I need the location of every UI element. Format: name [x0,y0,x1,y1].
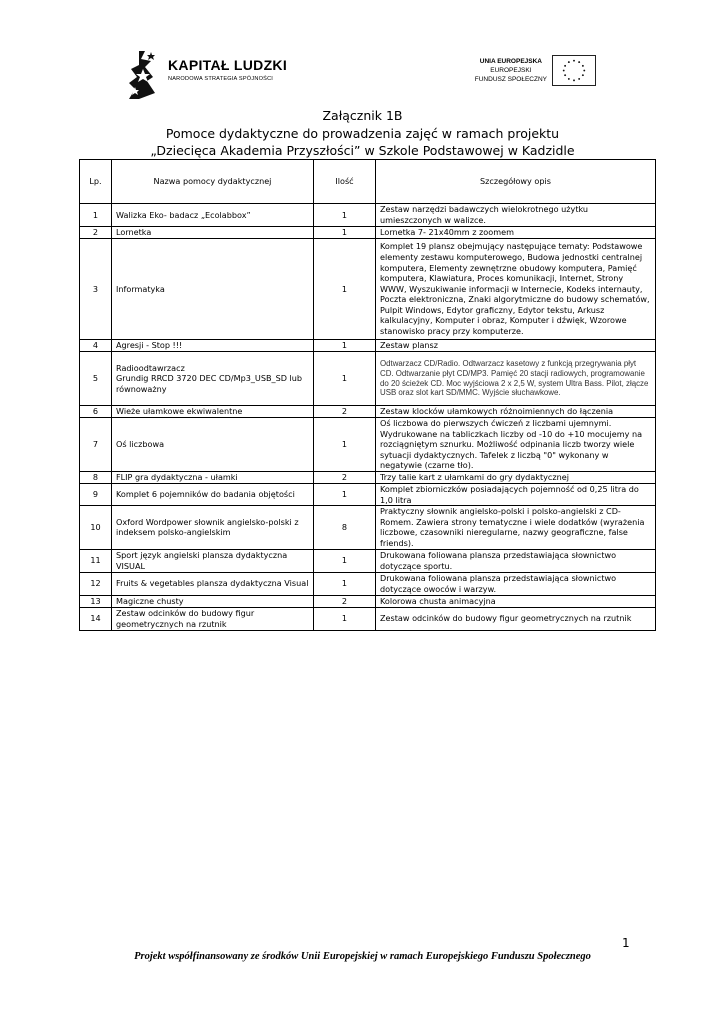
table-row [80,506,656,549]
cell-name: Komplet 6 pojemników do badania objętości [112,483,314,505]
page-number: 1 [622,936,630,950]
cell-lp: 14 [80,607,112,630]
cell-qty: 2 [314,471,376,483]
cell-desc: Oś liczbowa do pierwszych ćwiczeń z liczbami ujemnymi. Wydrukowane na tabliczkach liczby od -10 do +10 mocujemy na rozciągniętym sznurku. Możliwość odpinania liczb tworzy wiele sytuacji dydaktycznych. Tafelek z liczbą "0" wykonany w negatywie (czarne tło). [376,418,656,472]
table-row [80,239,656,340]
cell-desc: Odtwarzacz CD/Radio. Odtwarzacz kasetowy z funkcją przegrywania płyt CD. Odtwarzanie płyt CD/MP3. Pamięć 20 stacji radiowych, programowanie do 20 ścieżek CD. Moc wyjściowa 2 x 2,5 W, system Ultra Bass. Pilot, złącze USB oraz slot kart SD/MMC. Wyjście słuchawkowe. [376,352,656,406]
cell-lp: 1 [80,204,112,227]
cell-desc: Komplet zbiorniczków posiadających pojemność od 0,25 litra do 1,0 litra [376,483,656,505]
kapital-ludzki-emblem-icon [127,49,163,101]
kapital-ludzki-logo [127,49,287,101]
cell-lp: 4 [80,340,112,352]
document-subtitle-2: „Dziecięca Akademia Przyszłości” w Szkole Podstawowej w Kadzidle [150,143,575,158]
document-title: Załącznik 1B [322,108,403,123]
eu-flag-icon [552,55,596,86]
table-row [80,406,656,418]
cell-desc: Trzy talie kart z ułamkami do gry dydaktycznej [376,471,656,483]
cell-name: Wieże ułamkowe ekwiwalentne [112,406,314,418]
cell-qty: 1 [314,239,376,340]
eu-logo-line1: UNIA EUROPEJSKA [479,58,542,65]
footer-cofinancing-note: Projekt współfinansowany ze środków Unii Europejskiej w ramach Europejskiego Funduszu Społecznego [134,951,591,962]
cell-qty: 1 [314,340,376,352]
cell-lp: 9 [80,483,112,505]
cell-lp: 5 [80,352,112,406]
cell-lp: 12 [80,572,112,595]
table-row [80,204,656,227]
cell-lp: 6 [80,406,112,418]
cell-lp: 7 [80,418,112,472]
cell-qty: 2 [314,406,376,418]
cell-desc: Kolorowa chusta animacyjna [376,595,656,607]
cell-lp: 11 [80,549,112,572]
eu-logo [463,53,600,89]
cell-name: Sport język angielski plansza dydaktyczna VISUAL [112,549,314,572]
cell-desc: Zestaw odcinków do budowy figur geometrycznych na rzutnik [376,607,656,630]
header-desc: Szczegółowy opis [376,160,656,204]
document-subtitle-1: Pomoce dydaktyczne do prowadzenia zajęć w ramach projektu [165,126,560,141]
cell-lp: 3 [80,239,112,340]
cell-lp: 10 [80,506,112,549]
eu-logo-line3: FUNDUSZ SPOŁECZNY [474,76,547,83]
header-qty: Ilość [314,160,376,204]
cell-desc: Drukowana foliowana plansza przedstawiająca słownictwo dotyczące owoców i warzyw. [376,572,656,595]
cell-lp: 13 [80,595,112,607]
cell-name: Magiczne chusty [112,595,314,607]
cell-qty: 1 [314,352,376,406]
cell-desc: Zestaw narzędzi badawczych wielokrotnego użytku umieszczonych w walizce. [376,204,656,227]
cell-desc: Lornetka 7- 21x40mm z zoomem [376,227,656,239]
cell-qty: 2 [314,595,376,607]
teaching-aids-table [79,159,656,631]
cell-name: Lornetka [112,227,314,239]
eu-logo-line2: EUROPEJSKI [490,67,532,74]
cell-name: Zestaw odcinków do budowy figur geometrycznych na rzutnik [112,607,314,630]
cell-qty: 1 [314,418,376,472]
cell-qty: 1 [314,607,376,630]
table-row [80,340,656,352]
table-row [80,549,656,572]
cell-desc: Komplet 19 plansz obejmujący następujące tematy: Podstawowe elementy zestawu komputerowego, Budowa jednostki centralnej komputera, Elementy zewnętrzne obudowy komputera, Pamięć komputera, Klawiatura, Proces komunikacji, Internet, Strony WWW, Wyszukiwanie informacji w Internecie, Kodeks internauty, Poczta elektroniczna, Znaki algorytmiczne do budowy schematów, Pulpit Windows, Edytor graficzny, Edytor tekstu, Arkusz kalkulacyjny, Komputer i obraz, Komputer i dźwięk, Wzorowe stanowisko pracy przy komputerze. [376,239,656,340]
header-lp: Lp. [80,160,112,204]
header-name: Nazwa pomocy dydaktycznej [112,160,314,204]
table-row [80,595,656,607]
cell-qty: 1 [314,204,376,227]
cell-desc: Zestaw klocków ułamkowych różnoimiennych do łączenia [376,406,656,418]
table-row [80,471,656,483]
eu-logo-text [475,57,547,84]
table-row [80,352,656,406]
cell-qty: 1 [314,483,376,505]
cell-qty: 8 [314,506,376,549]
cell-name: Walizka Eko- badacz „Ecolabbox” [112,204,314,227]
cell-name: Oxford Wordpower słownik angielsko-polski z indeksem polsko-angielskim [112,506,314,549]
table-row [80,483,656,505]
cell-desc: Drukowana foliowana plansza przedstawiająca słownictwo dotyczące sportu. [376,549,656,572]
cell-qty: 1 [314,572,376,595]
kapital-ludzki-subtitle: NARODOWA STRATEGIA SPÓJNOŚCI [168,76,274,82]
cell-qty: 1 [314,227,376,239]
table-header-row [80,160,656,204]
cell-lp: 8 [80,471,112,483]
cell-name: Agresji - Stop !!! [112,340,314,352]
cell-desc: Praktyczny słownik angielsko-polski i polsko-angielski z CD-Romem. Zawiera strony tematyczne i wiele dodatków (wyrażenia liczbowe, czasowniki nieregularne, nazwy geograficzne, false friends). [376,506,656,549]
cell-name: Oś liczbowa [112,418,314,472]
cell-qty: 1 [314,549,376,572]
cell-name: Informatyka [112,239,314,340]
table-row [80,418,656,472]
cell-desc: Zestaw plansz [376,340,656,352]
cell-name: Fruits & vegetables plansza dydaktyczna Visual [112,572,314,595]
table-row [80,227,656,239]
cell-lp: 2 [80,227,112,239]
kapital-ludzki-title: KAPITAŁ LUDZKI [168,57,288,73]
table-row [80,607,656,630]
cell-name: Radioodtawrzacz Grundig RRCD 3720 DEC CD/Mp3_USB_SD lub równoważny [112,352,314,406]
table-row [80,572,656,595]
cell-name: FLIP gra dydaktyczna - ułamki [112,471,314,483]
